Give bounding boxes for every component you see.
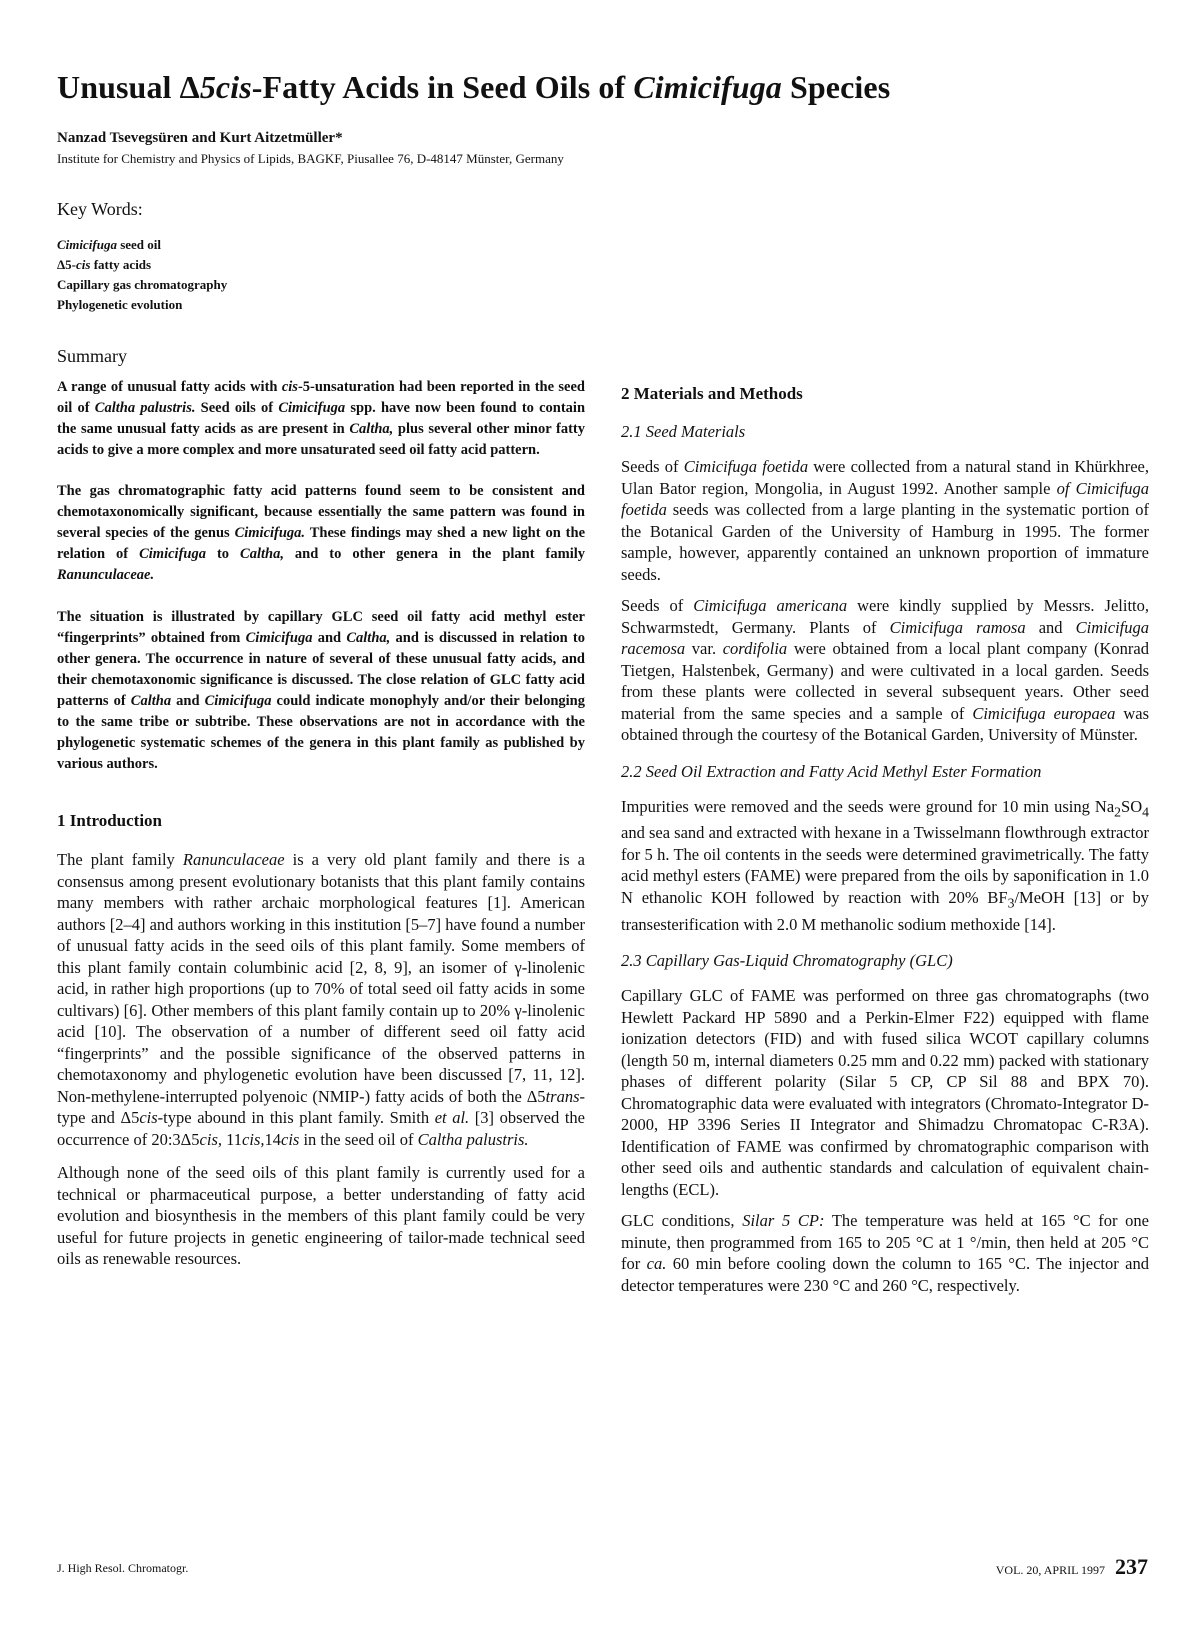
title-text-end: Species (781, 69, 891, 105)
methods-paragraph (621, 796, 1149, 936)
text: were obtained from a local plant company (Konrad Tietgen, Halstenbek, Germany) and were cultivated in a local garden. Seeds from these plants were collected in several subsequent years. Other seed material from the same species and a sample of (621, 639, 1149, 723)
authors: Nanzad Tsevegsüren and Kurt Aitzetmüller* (57, 130, 343, 146)
italic-text: Cimicifuga. (234, 525, 306, 541)
text: -type and Δ5 (57, 1086, 585, 1127)
italic-text: Cimicifuga europaea (972, 703, 1116, 723)
italic-text: cis, (242, 1129, 265, 1149)
text: were collected from a natural stand in Khürkhree, Ulan Bator region, Mongolia, in August 1992. Another sample (621, 457, 1149, 498)
title-italic: 5cis (199, 69, 252, 105)
text: Seed oils of (195, 400, 279, 416)
italic-text: Cimicifuga ramosa (889, 617, 1026, 637)
text: Seeds of (621, 596, 694, 615)
subsection-heading: 2.3 Capillary Gas-Liquid Chromatography (GLC) (621, 951, 953, 971)
journal-name: J. High Resol. Chromatogr. (57, 1561, 189, 1575)
title-genus: Cimicifuga (633, 69, 782, 105)
text: The plant family (57, 850, 183, 869)
keyword-italic: Cimicifuga (57, 237, 117, 252)
text: could indicate monophyly and/or their belonging to the same tribe or subtribe. These observations are not in accordance with the phylogenetic systematic schemes of the genera in this plant family as published by various authors. (57, 693, 585, 772)
text: /MeOH [13] or by transesterification with 2.0 M methanolic sodium methoxide [14]. (621, 887, 1149, 934)
text: Impurities were removed and the seeds were ground for 10 min using Na (621, 796, 1115, 816)
volume-info: VOL. 20, APRIL 1997 (995, 1563, 1105, 1577)
summary-paragraph (57, 377, 585, 461)
text: seeds was collected from a large planting in the systematic portion of the Botanical Garden of the University of Hamburg in 1995. The former sample, however, apparently contained an unknown proportion of immature seeds. (621, 500, 1149, 584)
keyword-item: Phylogenetic evolution (57, 297, 183, 312)
subscript: 4 (1142, 803, 1149, 819)
subscript: 2 (1114, 803, 1122, 819)
text: 14 (264, 1129, 281, 1149)
italic-text: Cimicifuga racemosa (621, 617, 1150, 658)
italic-text: Cimicifuga (278, 400, 346, 416)
text: and sea sand and extracted with hexane in a Twisselmann flowthrough extractor for 5 h. The oil contents in the seeds were determined gravimetrically. The fatty acid methyl esters (FAME) were prepared from the oils by saponification in 1.0 N ethanolic KOH followed by reaction with 20% BF (621, 823, 1149, 907)
italic-text: Silar 5 CP: (742, 1211, 825, 1231)
introduction-paragraph: Although none of the seed oils of this plant family is currently used for a technical or pharmaceutical purpose, a better understanding of fatty acid evolution and biosynthesis in the members of this plant family could be very useful for future projects in genetic engineering of tailor-made technical seed oils as renewable resources. (57, 1163, 585, 1268)
italic-text: Cimicifuga (245, 630, 313, 646)
text: 11 (222, 1129, 243, 1149)
summary-heading: Summary (57, 346, 127, 366)
subsection-heading: 2.1 Seed Materials (621, 422, 746, 441)
italic-text: Ranunculaceae (182, 850, 285, 869)
subscript: 3 (1007, 895, 1015, 911)
text: var. (685, 639, 723, 658)
italic-text: of Cimicifuga foetida (621, 478, 1149, 519)
italic-text: Caltha, (240, 546, 284, 562)
title-text-mid: -Fatty Acids in Seed Oils of (251, 69, 634, 105)
text: spp. have now been found to contain the same unusual fatty acids as are present in (57, 400, 586, 437)
italic-text: Caltha palustris. (94, 400, 196, 416)
italic-text: Cimicifuga foetida (683, 457, 809, 476)
methods-paragraph (621, 595, 1149, 746)
article-title (57, 68, 1157, 106)
methods-paragraph: Capillary GLC of FAME was performed on three gas chromatographs (two Hewlett Packard HP 5890 and a Perkin-Elmer F22) equipped with flame ionization detectors (FID) and with fused silica WCOT capillary columns (length 50 m, internal diameters 0.25 mm and 0.22 mm) packed with stationary phases of different polarity (Silar 5 CP, CP Sil 88 and BPX 70). Chromatographic data were evaluated with integrators (Chromato-Integrator D-2000, HP 3396 Series II Integrator and Shimadzu Chromatopac C-R3A). Identification of FAME was confirmed by chromatographic comparison with other seed oils and authentic standards and calculation of equivalent chain-lengths (ECL). (621, 986, 1149, 1199)
italic-text: Ranunculaceae. (57, 567, 155, 583)
text: and (312, 630, 347, 646)
methods-heading: 2 Materials and Methods (621, 384, 803, 403)
italic-text: cis (281, 1129, 300, 1149)
italic-text: et al. (434, 1108, 470, 1127)
keyword-item (57, 255, 227, 275)
keyword-text: Δ5- (57, 257, 76, 272)
italic-text: Caltha, (346, 630, 391, 646)
keywords-list (57, 235, 227, 315)
introduction-section (57, 811, 585, 1270)
italic-text: Caltha, (349, 421, 394, 437)
text: [3] observed the occurrence of 20:3Δ5 (57, 1108, 585, 1149)
introduction-paragraph (57, 849, 585, 1150)
text: SO (1121, 796, 1143, 816)
summary-section (57, 377, 585, 775)
keyword-text: fatty acids (90, 257, 152, 272)
italic-text: ca. (646, 1254, 667, 1274)
text: These findings may shed a new light on the relation of (57, 525, 586, 562)
text: The situation is illustrated by capillary GLC seed oil fatty acid methyl ester “fingerprints” obtained from (57, 609, 585, 646)
keywords-heading: Key Words: (57, 199, 143, 219)
summary-paragraph (57, 607, 585, 775)
text: The gas chromatographic fatty acid patterns found seem to be consistent and chemotaxonomically significant, because essentially the same pattern was found in several species of the genus (57, 483, 585, 541)
italic-text: Caltha (130, 693, 172, 709)
text: and (171, 693, 205, 709)
page-number: 237 (1115, 1554, 1148, 1579)
summary-paragraph (57, 481, 585, 586)
text: -type abound in this plant family. Smith (157, 1108, 435, 1127)
text: Seeds of (621, 457, 684, 476)
text: to (205, 546, 241, 562)
text: was obtained through the courtesy of the Botanical Garden, University of Münster. (621, 703, 1149, 744)
italic-text: Cimicifuga americana (693, 596, 848, 615)
text: were kindly supplied by Messrs. Jelitto, Schwarmstedt, Germany. Plants of (621, 596, 1149, 637)
text: is a very old plant family and there is a consensus among present evolutionary botanists that this plant family contains many members with rather archaic morphological features [1]. American authors [2–4] and authors working in this institution [5–7] have found a number of unusual fatty acids in the seed oils of this plant family. Some members of this plant family contain columbinic acid [2, 8, 9], an isomer of γ-linolenic acid, in rather high proportions (up to 70% of total seed oil fatty acids in some cultivars) [6]. Other members of this plant family contain up to 20% γ-linolenic acid [10]. The observation of a number of different seed oil fatty acid “fingerprints” and the possible significance of the observed patterns in chemotaxonomy and phylogenetic evolution have been discussed [7, 11, 12]. Non-methylene-interrupted polyenoic (NMIP-) fatty acids of both the Δ5 (57, 850, 585, 1106)
text: in the seed oil of (299, 1129, 418, 1149)
italic-text: Cimicifuga (204, 693, 272, 709)
italic-text: cordifolia (722, 639, 788, 658)
text: 60 min before cooling down the column to 165 °C. The injector and detector temperatures were 230 °C and 260 °C, respectively. (621, 1254, 1149, 1295)
italic-text: Cimicifuga (139, 546, 206, 562)
keyword-item (57, 235, 227, 255)
keyword-text: seed oil (116, 237, 162, 252)
methods-paragraph (621, 456, 1149, 585)
title-text: Unusual Δ (57, 69, 200, 105)
keyword-italic: cis (75, 257, 91, 272)
text: and to other genera in the plant family (283, 546, 585, 562)
subsection-heading: 2.2 Seed Oil Extraction and Fatty Acid Methyl Ester Formation (621, 761, 1042, 781)
text: and is discussed in relation to other genera. The occurrence in nature of several of these unusual fatty acids, and their chemotaxonomic significance is discussed. The close relation of GLC fatty acid patterns of (57, 630, 585, 709)
text: plus several other minor fatty acids to give a more complex and more unsaturated seed oil fatty acid pattern. (57, 421, 585, 458)
keyword-item: Capillary gas chromatography (57, 277, 228, 292)
page-footer-right (996, 1554, 1148, 1580)
right-column (621, 384, 1149, 1296)
text: GLC conditions, (621, 1211, 743, 1231)
affiliation: Institute for Chemistry and Physics of Lipids, BAGKF, Piusallee 76, D-48147 Münster, Germany (57, 151, 564, 166)
text: A range of unusual fatty acids with (57, 379, 282, 395)
methods-paragraph (621, 1210, 1149, 1296)
italic-text: cis, (199, 1129, 223, 1149)
italic-text: cis (281, 379, 298, 395)
italic-text: cis (139, 1108, 158, 1127)
text: The temperature was held at 165 °C for one minute, then programmed from 165 to 205 °C at 1 °/min, then held at 205 °C for (621, 1211, 1150, 1274)
left-column (57, 346, 585, 1270)
text: and (1025, 617, 1076, 637)
text: -5-unsaturation had been reported in the seed oil of (57, 379, 585, 416)
introduction-heading: 1 Introduction (57, 811, 163, 830)
italic-text: Caltha palustris. (417, 1129, 529, 1149)
italic-text: trans (545, 1086, 580, 1106)
